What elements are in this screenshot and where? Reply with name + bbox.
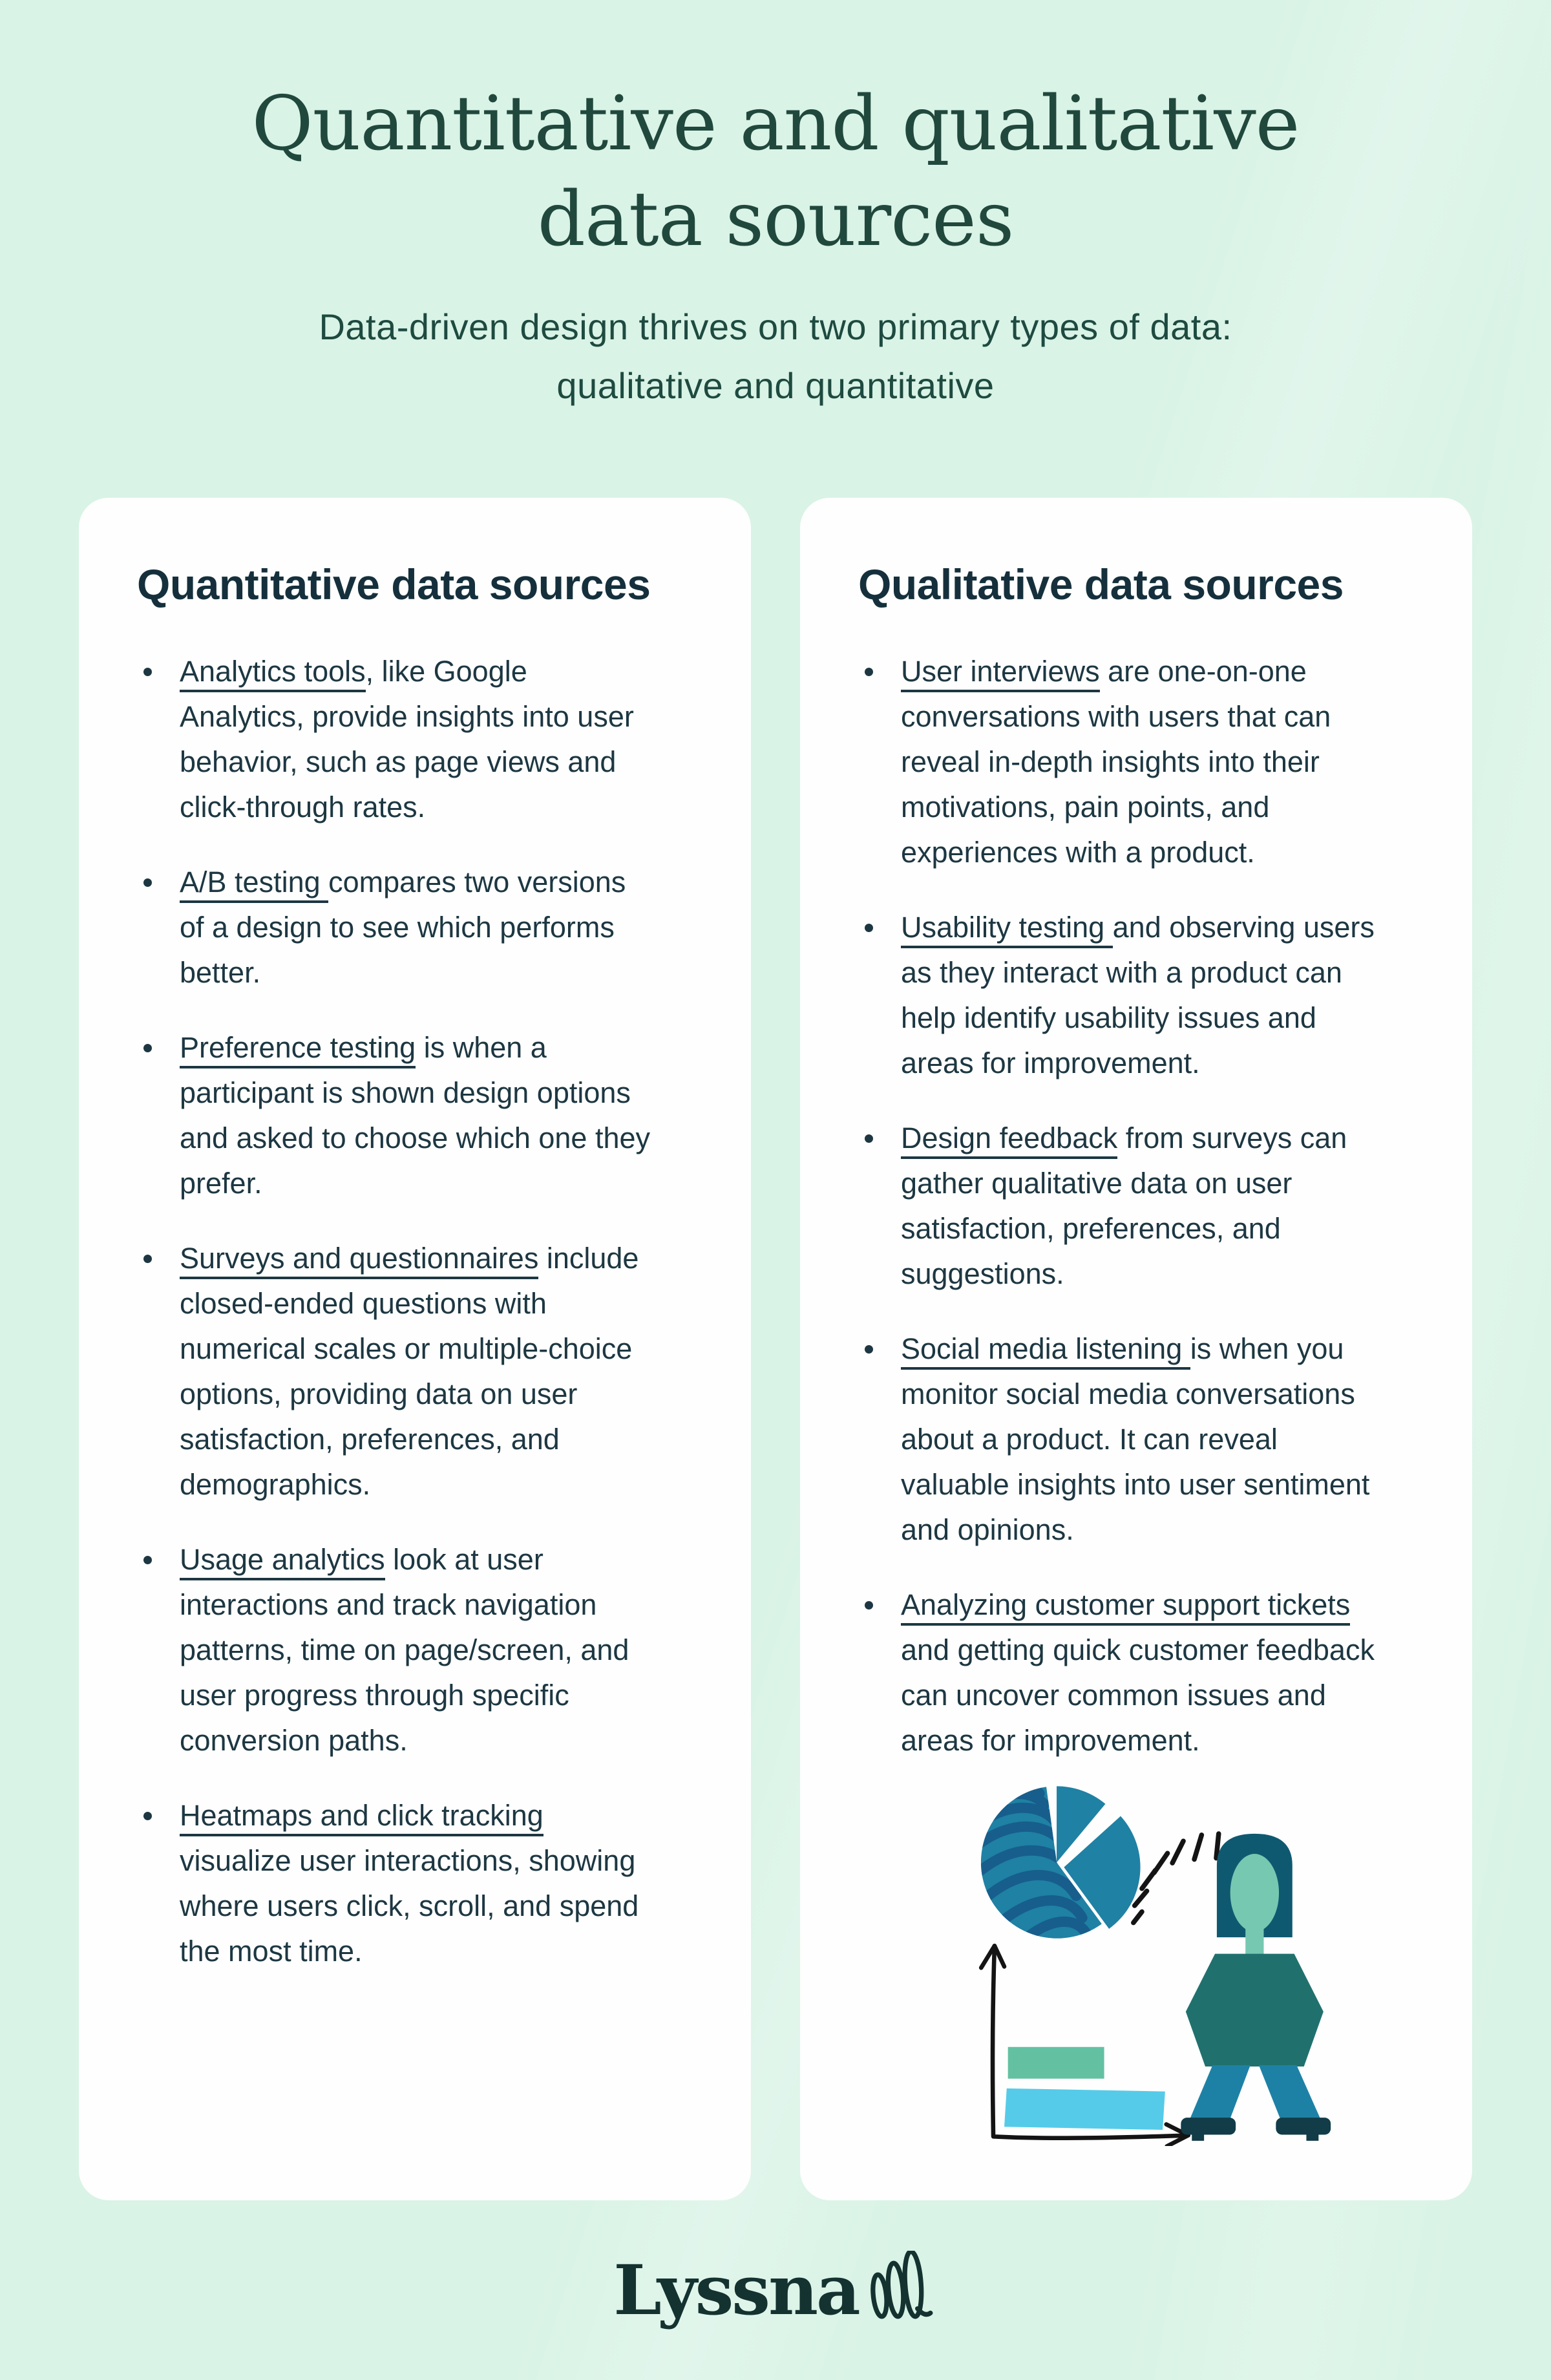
emphasis-dashes-icon xyxy=(1134,1834,1219,1923)
bullet-text: , like Google Analytics, provide insights into user behavior, such as page views and click-through rates. xyxy=(180,655,634,824)
lyssna-logo-text: Lyssna xyxy=(613,2249,859,2330)
bullet-text: and observing users as they interact with a product can help identify usability issues and areas for improvement. xyxy=(901,911,1375,1080)
page-title xyxy=(252,76,1300,268)
person-heel-left xyxy=(1192,2134,1204,2141)
bullet-item xyxy=(858,1326,1379,1553)
pie-chart-icon xyxy=(959,1785,1140,1944)
person-face xyxy=(1230,1854,1279,1932)
page-title-line-1: Quantitative and qualitative xyxy=(251,80,1300,167)
bullet-lead-underlined: Heatmaps and click tracking xyxy=(180,1799,543,1836)
bullet-dot xyxy=(143,1044,152,1052)
quantitative-card-heading: Quantitative data sources xyxy=(137,560,651,609)
quantitative-card xyxy=(79,498,751,2200)
quantitative-bullet-list xyxy=(137,649,693,1974)
bar-blue xyxy=(1004,2088,1165,2130)
data-charts-person-illustration xyxy=(941,1780,1343,2145)
page-title-line-2: data sources xyxy=(537,176,1014,264)
bullet-dot xyxy=(143,878,152,887)
bullet-lead-underlined: Analytics tools xyxy=(180,655,366,692)
page-subtitle xyxy=(319,298,1232,415)
bullet-item xyxy=(858,1582,1379,1763)
bullet-dot xyxy=(865,1601,873,1610)
person-presenter-icon xyxy=(1181,1834,1331,2141)
bullet-item xyxy=(137,1793,658,1974)
qualitative-card-heading: Qualitative data sources xyxy=(858,560,1344,609)
person-leg-right xyxy=(1259,2065,1321,2120)
bullet-text: and getting quick customer feedback can uncover common issues and areas for improvement. xyxy=(901,1633,1375,1758)
bullet-dot xyxy=(865,1134,873,1143)
person-leg-left xyxy=(1190,2065,1250,2120)
bullet-dot xyxy=(143,1812,152,1820)
bullet-item xyxy=(137,1537,658,1763)
bullet-lead-underlined: Analyzing customer support tickets xyxy=(901,1588,1350,1626)
bullet-lead-underlined: Usability testing xyxy=(901,911,1113,948)
bullet-item xyxy=(858,649,1379,875)
bullet-lead-underlined: Surveys and questionnaires xyxy=(180,1242,538,1279)
footer xyxy=(613,2249,937,2330)
bullet-item xyxy=(137,860,658,995)
page-subtitle-line-1: Data-driven design thrives on two primary types of data: xyxy=(319,306,1232,347)
bullet-lead-underlined: Preference testing xyxy=(180,1031,416,1068)
bullet-lead-underlined: User interviews xyxy=(901,655,1100,692)
bullet-dot xyxy=(143,668,152,676)
bullet-text: are one-on-one conversations with users that can reveal in-depth insights into their motivations, pain points, and experiences with a product. xyxy=(901,655,1331,869)
bullet-dot xyxy=(865,668,873,676)
bullet-text: is when you monitor social media conversations about a product. It can reveal valuable insights into user sentiment and opinions. xyxy=(901,1332,1370,1547)
bullet-text: from surveys can gather qualitative data on user satisfaction, preferences, and suggestions. xyxy=(901,1121,1347,1291)
cards-row xyxy=(79,498,1472,2200)
person-shoe-left xyxy=(1181,2118,1236,2134)
bullet-text: visualize user interactions, showing where users click, scroll, and spend the most time. xyxy=(180,1844,639,1968)
bullet-lead-underlined: A/B testing xyxy=(180,866,328,903)
bullet-dot xyxy=(865,1345,873,1354)
bullet-dot xyxy=(865,924,873,932)
page-subtitle-line-2: qualitative and quantitative xyxy=(556,365,995,406)
bullet-lead-underlined: Design feedback xyxy=(901,1121,1117,1159)
bullet-text: look at user interactions and track navigation patterns, time on page/screen, and user progress through specific conversion paths. xyxy=(180,1543,629,1758)
bullet-item xyxy=(137,1236,658,1507)
bullet-lead-underlined: Social media listening xyxy=(901,1332,1190,1370)
bullet-dot xyxy=(143,1556,152,1564)
bullet-item xyxy=(858,1116,1379,1297)
bullet-text: compares two versions of a design to see which performs better. xyxy=(180,866,626,990)
bullet-dot xyxy=(143,1255,152,1263)
bullet-text: include closed-ended questions with numerical scales or multiple-choice options, providing data on user satisfaction, preferences, and demographics. xyxy=(180,1242,639,1502)
person-heel-right xyxy=(1306,2134,1318,2141)
person-sweater xyxy=(1186,1954,1324,2067)
bullet-lead-underlined: Usage analytics xyxy=(180,1543,385,1580)
person-shoe-right xyxy=(1276,2118,1331,2134)
bullet-item xyxy=(858,905,1379,1086)
bullet-item xyxy=(137,1025,658,1206)
qualitative-card xyxy=(800,498,1472,2200)
bullet-item xyxy=(137,649,658,830)
triple-loop-squiggle-icon xyxy=(865,2251,938,2323)
bar-green xyxy=(1008,2047,1104,2079)
bullet-text: is when a participant is shown design options and asked to choose which one they prefer. xyxy=(180,1031,650,1200)
qualitative-bullet-list xyxy=(858,649,1414,1763)
bar-chart-icon xyxy=(1004,2047,1165,2130)
